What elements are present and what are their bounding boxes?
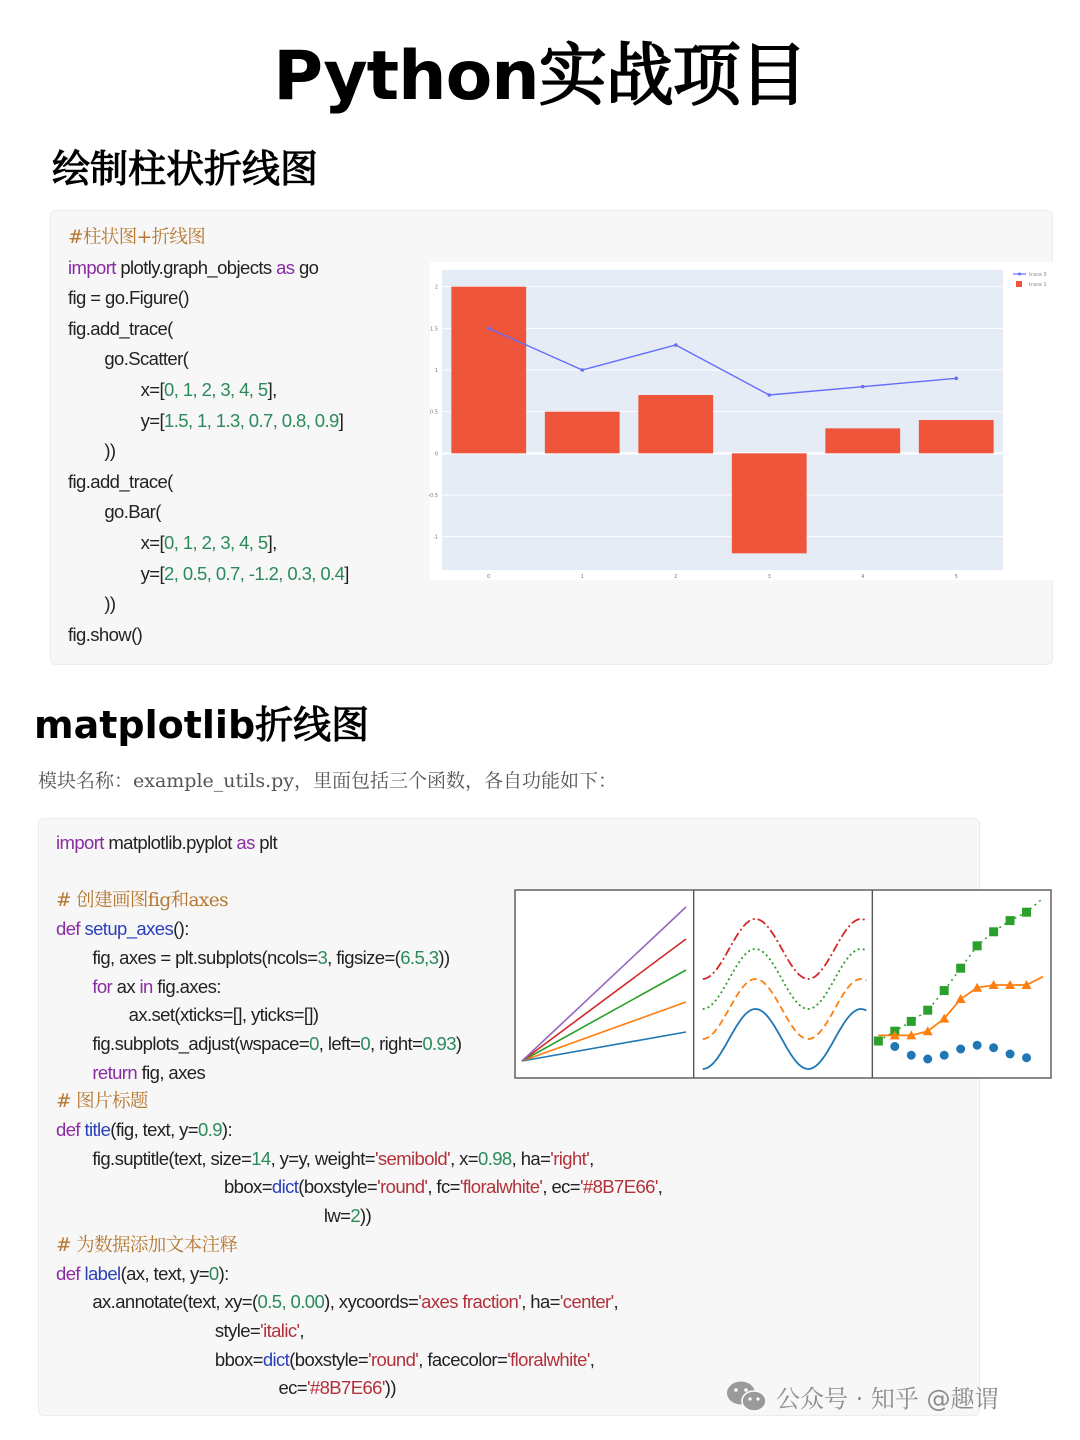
- module-description: 模块名称：example_utils.py，里面包括三个函数，各自功能如下：: [38, 770, 618, 792]
- code-line: y=[1.5, 1, 1.3, 0.7, 0.8, 0.9]: [68, 409, 344, 431]
- page-title: Python实战项目: [273, 37, 807, 116]
- code-line: y=[2, 0.5, 0.7, -1.2, 0.3, 0.4]: [68, 562, 349, 584]
- code-line: return fig, axes: [92, 1061, 206, 1083]
- svg-text:0: 0: [487, 574, 491, 580]
- bar: [825, 428, 900, 453]
- code-line: fig.add_trace(: [68, 470, 173, 492]
- code-line: def setup_axes():: [56, 918, 189, 940]
- code-line: ax.set(xticks=[], yticks=[]): [56, 1004, 319, 1026]
- bar: [545, 412, 620, 454]
- svg-text:trace 0: trace 0: [1029, 272, 1047, 278]
- bar: [919, 420, 994, 453]
- code-line: bbox=dict(boxstyle='round', facecolor='floralwhite',: [56, 1348, 595, 1370]
- code-line: def title(fig, text, y=0.9):: [56, 1119, 233, 1140]
- code-line: bbox=dict(boxstyle='round', fc='floralwhite', ec='#8B7E66',: [56, 1176, 663, 1198]
- code-line: #柱状图+折线图: [68, 227, 206, 248]
- code-line: # 为数据添加文本注释: [56, 1234, 238, 1256]
- code-line: ax.annotate(text, xy=(0.5, 0.00), xycoords='axes fraction', ha='center',: [56, 1291, 619, 1313]
- svg-text:4: 4: [861, 574, 865, 580]
- code-line: fig = go.Figure(): [68, 287, 189, 309]
- watermark: [726, 1376, 999, 1416]
- svg-text:1.5: 1.5: [430, 326, 438, 333]
- svg-text:0.5: 0.5: [430, 409, 438, 416]
- svg-text:-1: -1: [433, 534, 438, 541]
- plotly-bar-line-chart: [430, 262, 1055, 580]
- code-line: def label(ax, text, y=0):: [56, 1262, 229, 1284]
- svg-text:-0.5: -0.5: [428, 493, 438, 499]
- svg-text:2: 2: [674, 574, 678, 580]
- svg-text:2: 2: [434, 284, 438, 291]
- svg-text:3: 3: [767, 574, 771, 580]
- code-line: fig, axes = plt.subplots(ncols=3, figsize=(6.5,3)): [56, 946, 450, 968]
- code-line: fig.show(): [68, 623, 143, 645]
- code-line: go.Bar(: [68, 501, 161, 523]
- section-heading-matplotlib: matplotlib折线图: [34, 703, 370, 747]
- svg-text:1: 1: [580, 574, 584, 580]
- code-line: )): [68, 440, 116, 462]
- code-line: ec='#8B7E66')): [56, 1377, 396, 1399]
- code-line: import plotly.graph_objects as go: [68, 256, 319, 278]
- bar: [638, 395, 713, 453]
- code-line: # 创建画图fig和axes: [56, 890, 228, 912]
- code-line: x=[0, 1, 2, 3, 4, 5],: [68, 379, 277, 400]
- watermark-text: 公众号 · 知乎 @趣谓: [776, 1384, 999, 1413]
- wechat-icon: [726, 1379, 768, 1413]
- code-line: # 图片标题: [56, 1091, 148, 1113]
- code-line: fig.subplots_adjust(wspace=0, left=0, right=0.93): [56, 1032, 462, 1054]
- svg-text:trace 1: trace 1: [1029, 282, 1047, 288]
- code-line: x=[0, 1, 2, 3, 4, 5],: [68, 532, 277, 553]
- code-line: )): [68, 593, 116, 615]
- matplotlib-three-panel-figure: [514, 889, 1052, 1079]
- svg-text:0: 0: [434, 451, 438, 458]
- section-heading-bar-line: 绘制柱状折线图: [52, 147, 319, 191]
- code-line: lw=2)): [56, 1205, 372, 1227]
- bar: [451, 287, 526, 454]
- svg-text:5: 5: [954, 574, 958, 580]
- code-line: style='italic',: [56, 1319, 304, 1341]
- code-line: go.Scatter(: [68, 348, 189, 370]
- code-line: fig.suptitle(text, size=14, y=y, weight='semibold', x=0.98, ha='right',: [56, 1147, 594, 1169]
- code-line: import matplotlib.pyplot as plt: [56, 832, 277, 853]
- svg-text:1: 1: [434, 368, 438, 374]
- code-line: fig.add_trace(: [68, 317, 173, 339]
- code-line: for ax in fig.axes:: [92, 975, 221, 997]
- bar: [732, 453, 807, 553]
